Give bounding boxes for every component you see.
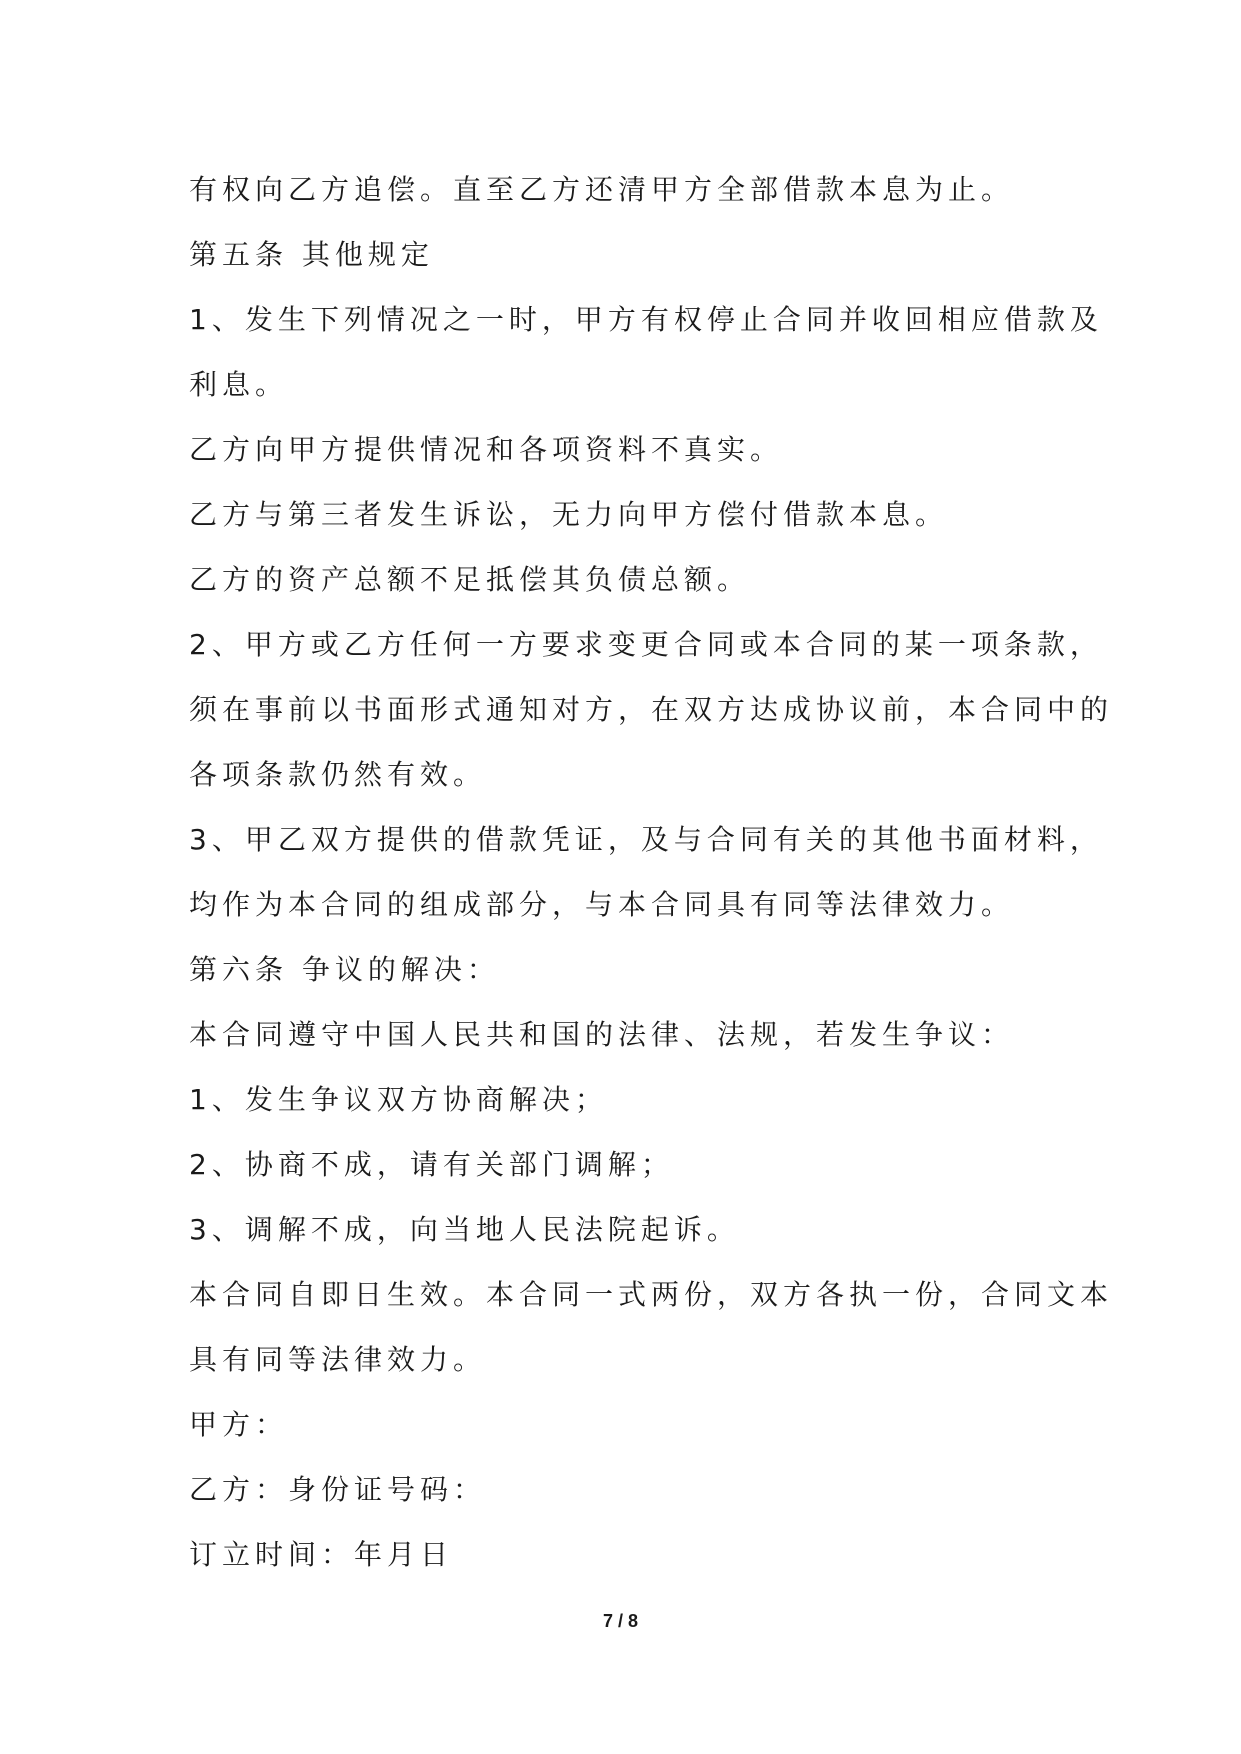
section-heading: 第五条 其他规定 <box>189 238 434 271</box>
text-line: 有权向乙方追偿。直至乙方还清甲方全部借款本息为止。 <box>189 173 1015 206</box>
text-line: 本合同自即日生效。本合同一式两份，双方各执一份，合同文本 <box>189 1278 1114 1311</box>
signature-party-a: 甲方： <box>189 1408 289 1441</box>
text-line: 本合同遵守中国人民共和国的法律、法规，若发生争议： <box>189 1018 1015 1051</box>
text-line: 2、协商不成，请有关部门调解； <box>189 1148 674 1181</box>
text-line: 3、调解不成，向当地人民法院起诉。 <box>189 1213 740 1246</box>
text-line: 乙方与第三者发生诉讼，无力向甲方偿付借款本息。 <box>189 498 949 531</box>
text-line: 2、甲方或乙方任何一方要求变更合同或本合同的某一项条款， <box>189 628 1103 661</box>
page-number: 7 / 8 <box>602 1611 639 1631</box>
text-line: 具有同等法律效力。 <box>189 1343 487 1376</box>
text-line: 3、甲乙双方提供的借款凭证，及与合同有关的其他书面材料， <box>189 823 1103 856</box>
text-line: 1、发生争议双方协商解决； <box>189 1083 608 1116</box>
text-line: 利息。 <box>189 368 289 401</box>
document-body <box>189 157 1114 1587</box>
text-line: 乙方的资产总额不足抵偿其负债总额。 <box>189 563 751 596</box>
text-line: 须在事前以书面形式通知对方，在双方达成协议前，本合同中的 <box>189 693 1114 726</box>
section-heading: 第六条 争议的解决： <box>189 953 500 986</box>
text-line: 1、发生下列情况之一时，甲方有权停止合同并收回相应借款及 <box>189 303 1103 336</box>
signing-date: 订立时间：年月日 <box>189 1538 454 1571</box>
text-line: 乙方向甲方提供情况和各项资料不真实。 <box>189 433 784 466</box>
text-line: 各项条款仍然有效。 <box>189 758 487 791</box>
text-line: 均作为本合同的组成部分，与本合同具有同等法律效力。 <box>189 888 1015 921</box>
signature-party-b: 乙方：身份证号码： <box>189 1473 487 1506</box>
